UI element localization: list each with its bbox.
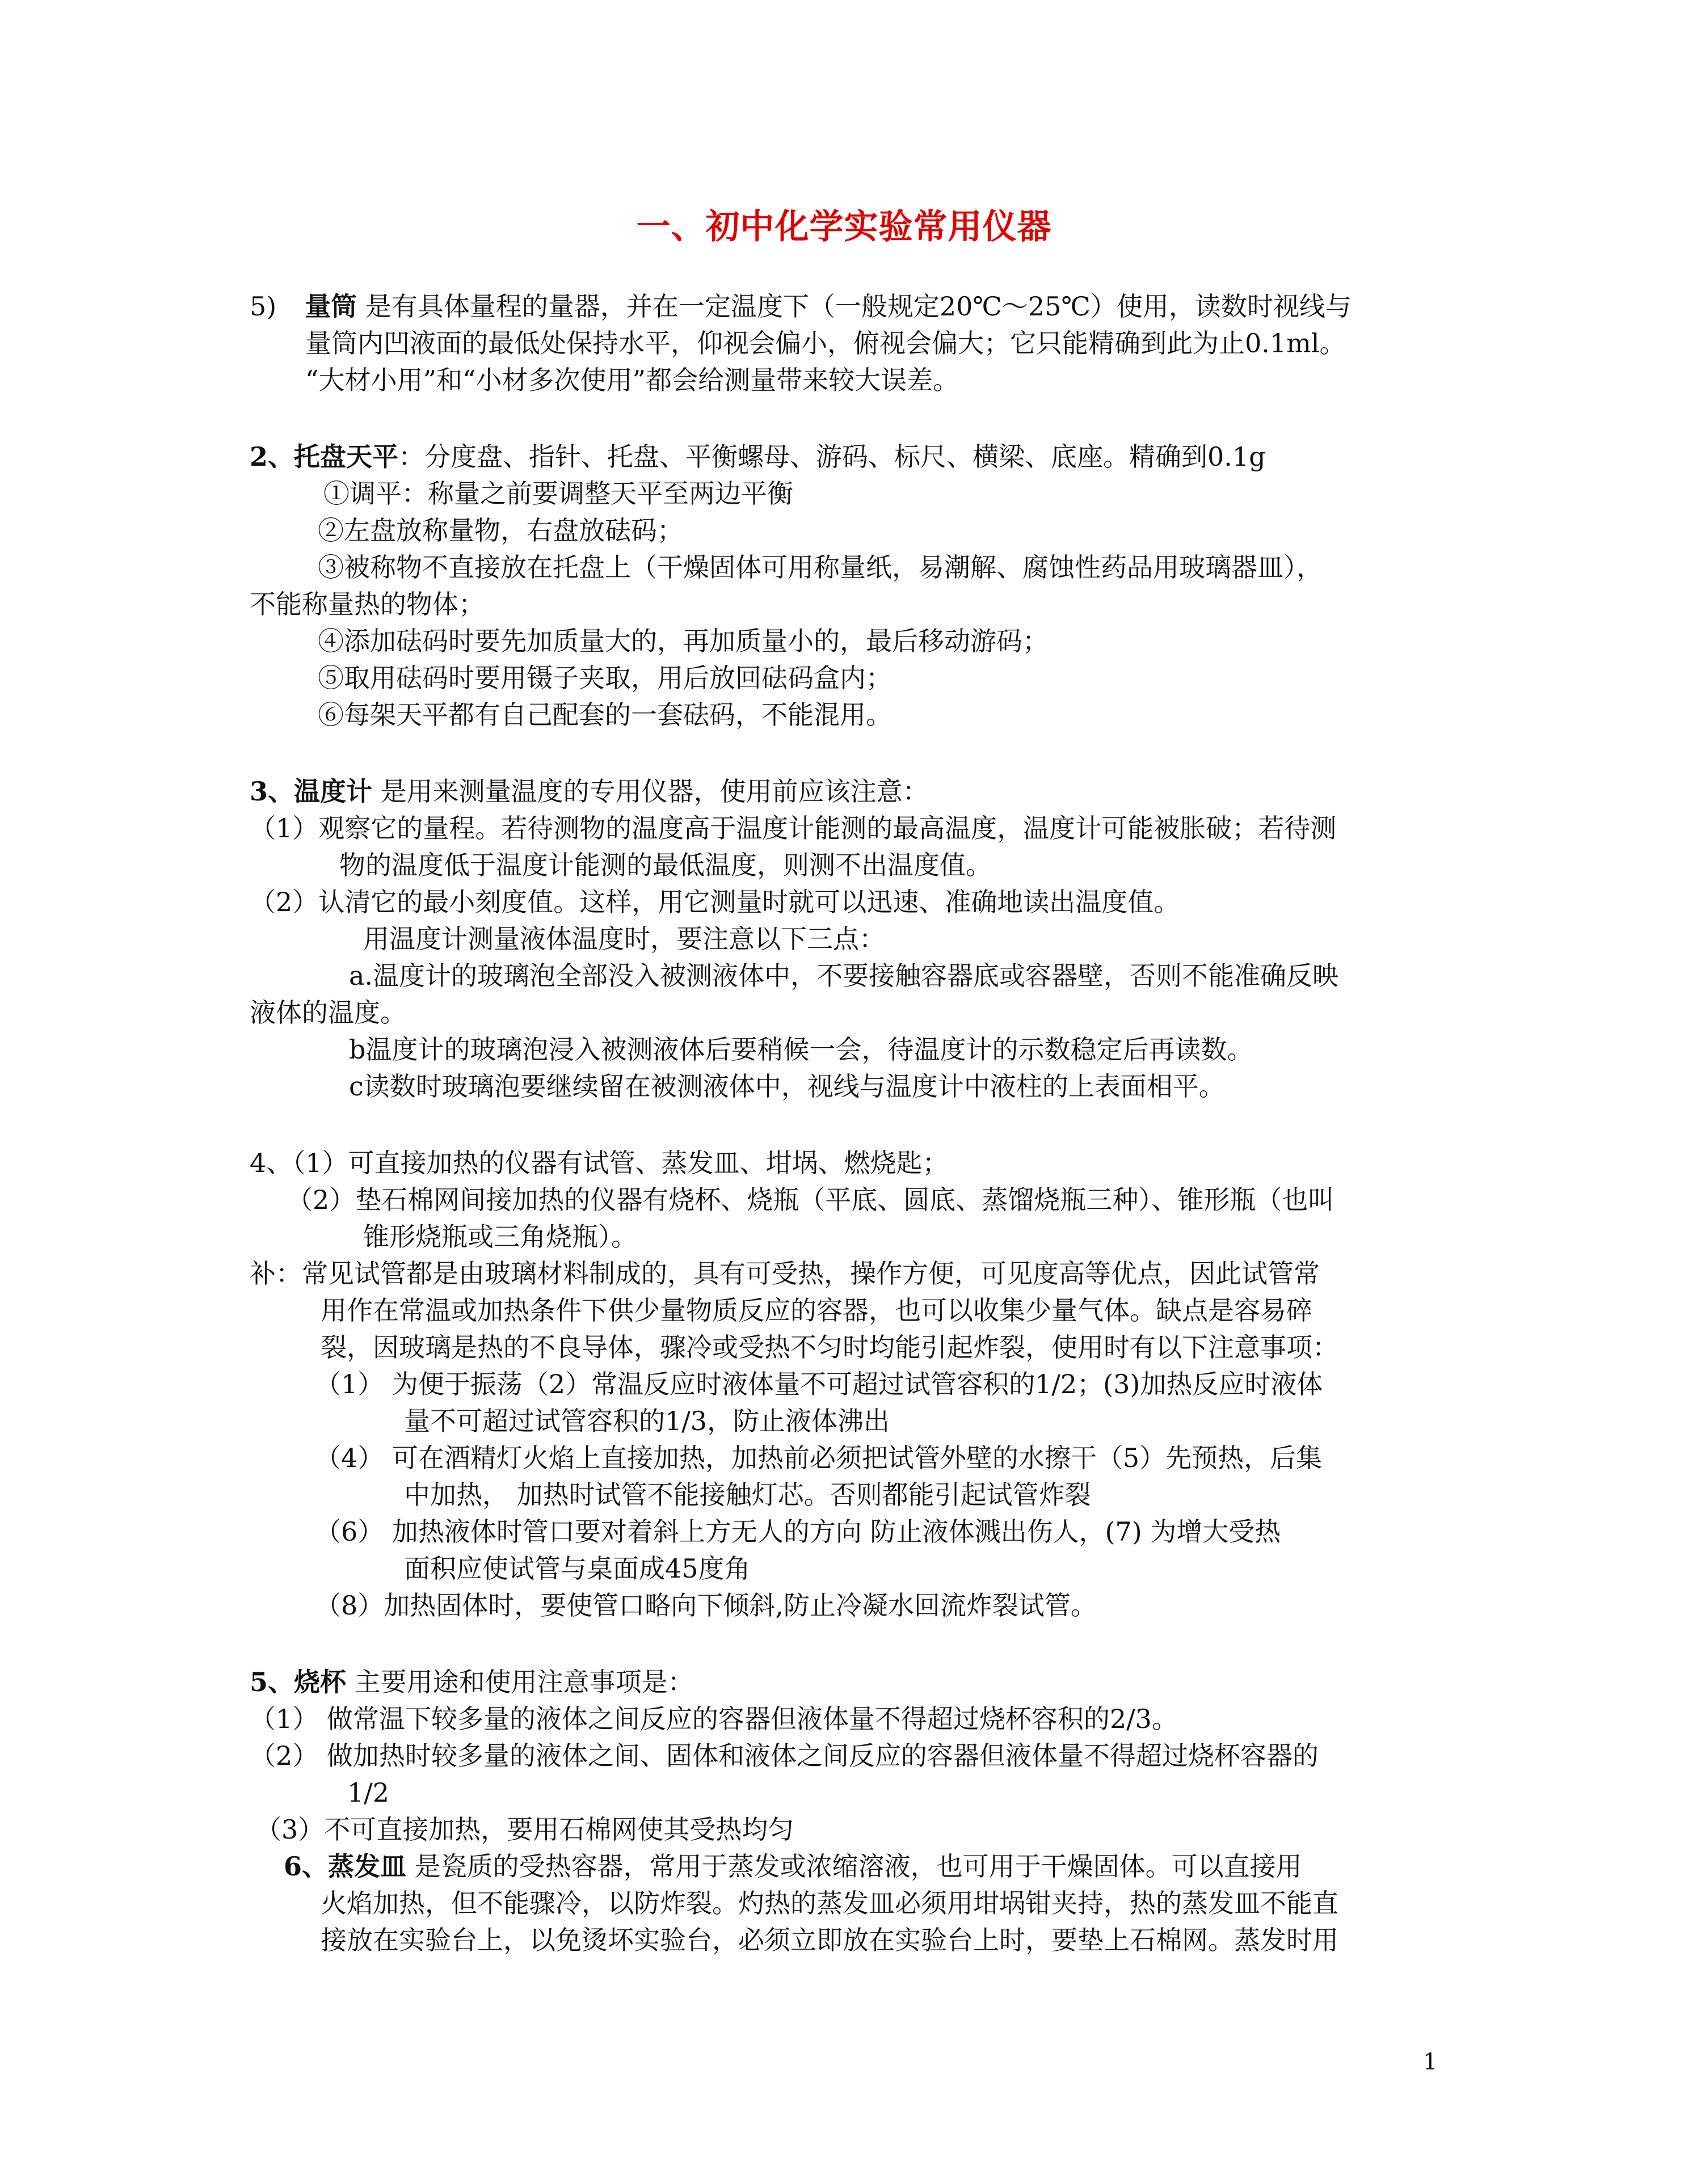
cylinder-text-1: 是有具体量程的量器，并在一定温度下（一般规定20℃～25℃）使用，读数时视线与: [357, 291, 1352, 322]
cylinder-line-1: [250, 289, 1352, 323]
balance-item-6: ⑥每架天平都有自己配套的一套砝码，不能混用。: [318, 699, 892, 730]
test-tube-rule-1-cont: 量不可超过试管容积的1/3，防止液体沸出: [404, 1406, 890, 1436]
evaporating-dish-heading: [284, 1849, 1302, 1883]
evaporating-dish-text-3: 接放在实验台上，以免烫坏实验台，必须立即放在实验台上时，要垫上石棉网。蒸发时用: [321, 1925, 1338, 1955]
test-tube-note-2: 用作在常温或加热条件下供少量物质反应的容器，也可以收集少量气体。缺点是容易碎: [321, 1295, 1312, 1326]
beaker-point-2: （2） 做加热时较多量的液体之间、固体和液体之间反应的容器但液体量不得超过烧杯容器的: [250, 1740, 1319, 1771]
thermometer-intro: 用温度计测量液体温度时，要注意以下三点：: [363, 924, 885, 954]
cylinder-line-2: 量筒内凹液面的最低处保持水平，仰视会偏小，俯视会偏大；它只能精确到此为止0.1ml。: [305, 328, 1346, 359]
balance-item-3-cont: 不能称量热的物体；: [250, 589, 485, 619]
beaker-point-1: （1） 做常温下较多量的液体之间反应的容器但液体量不得超过烧杯容积的2/3。: [250, 1704, 1178, 1734]
test-tube-note-1: 补：常见试管都是由玻璃材料制成的，具有可受热，操作方便，可见度高等优点，因此试管常: [250, 1258, 1320, 1289]
thermometer-rule-a: a.温度计的玻璃泡全部没入被测液体中，不要接触容器底或容器壁，否则不能准确反映: [349, 960, 1339, 991]
heating-line-2: （2）垫石棉网间接加热的仪器有烧杯、烧瓶（平底、圆底、蒸馏烧瓶三种）、锥形瓶（也叫: [287, 1184, 1335, 1215]
beaker-heading: [250, 1665, 694, 1699]
balance-item-1: ①调平：称量之前要调整天平至两边平衡: [323, 478, 793, 509]
thermometer-rule-c: c读数时玻璃泡要继续留在被测液体中，视线与温度计中液柱的上表面相平。: [349, 1071, 1225, 1102]
thermometer-rule-b: b温度计的玻璃泡浸入被测液体后要稍候一会，待温度计的示数稳定后再读数。: [349, 1034, 1253, 1065]
balance-item-5: ⑤取用砝码时要用镊子夹取，用后放回砝码盒内；: [318, 663, 892, 693]
thermometer-point-1-cont: 物的温度低于温度计能测的最低温度，则测不出温度值。: [339, 850, 992, 880]
thermometer-rule-a-cont: 液体的温度。: [250, 997, 406, 1028]
balance-heading: [250, 440, 1266, 474]
test-tube-rule-4-cont: 中加热， 加热时试管不能接触灯芯。否则都能引起试管炸裂: [404, 1479, 1091, 1510]
beaker-number: 5、: [250, 1667, 294, 1697]
thermometer-heading: [250, 774, 929, 808]
page-title: 一、初中化学实验常用仪器: [636, 207, 1052, 247]
test-tube-rule-8: （8）加热固体时，要使管口略向下倾斜,防止冷凝水回流炸裂试管。: [315, 1590, 1097, 1621]
beaker-point-2-cont: 1/2: [347, 1777, 390, 1808]
test-tube-rule-4: （4） 可在酒精灯火焰上直接加热，加热前必须把试管外壁的水擦干（5）先预热，后集: [315, 1443, 1323, 1473]
term-evaporating-dish: 蒸发皿: [328, 1851, 407, 1882]
item-number: 5): [250, 291, 277, 322]
balance-item-4: ④添加砝码时要先加质量大的，再加质量小的，最后移动游码；: [318, 626, 1049, 656]
balance-number: 2、: [250, 441, 294, 472]
thermometer-number: 3、: [250, 776, 294, 807]
evaporating-dish-text-1: 是瓷质的受热容器，常用于蒸发或浓缩溶液，也可用于干燥固体。可以直接用: [406, 1851, 1302, 1882]
balance-item-2: ②左盘放称量物，右盘放砝码；: [318, 515, 683, 546]
thermometer-text: 是用来测量温度的专用仪器，使用前应该注意：: [372, 776, 929, 807]
term-thermometer: 温度计: [294, 776, 373, 807]
test-tube-rule-1: （1） 为便于振荡（2）常温反应时液体量不可超过试管容积的1/2；(3)加热反应时液体: [315, 1369, 1323, 1399]
test-tube-note-3: 裂，因玻璃是热的不良导体，骤冷或受热不匀时均能引起炸裂，使用时有以下注意事项：: [321, 1332, 1338, 1363]
balance-text: ：分度盘、指针、托盘、平衡螺母、游码、标尺、横梁、底座。精确到0.1g: [398, 441, 1266, 472]
cylinder-line-3: “大材小用”和“小材多次使用”都会给测量带来较大误差。: [305, 365, 959, 395]
term-tray-balance: 托盘天平: [294, 441, 399, 472]
beaker-point-3: （3）不可直接加热，要用石棉网使其受热均匀: [255, 1814, 794, 1845]
evaporating-dish-text-2: 火焰加热，但不能骤冷，以防炸裂。灼热的蒸发皿必须用坩埚钳夹持，热的蒸发皿不能直: [321, 1888, 1338, 1919]
thermometer-point-1: （1）观察它的量程。若待测物的温度高于温度计能测的最高温度，温度计可能被胀破；若待测: [250, 813, 1337, 844]
beaker-text: 主要用途和使用注意事项是：: [346, 1667, 694, 1697]
test-tube-rule-6-cont: 面积应使试管与桌面成45度角: [404, 1553, 751, 1584]
term-beaker: 烧杯: [294, 1667, 347, 1697]
heating-line-1: 4、（1）可直接加热的仪器有试管、蒸发皿、坩埚、燃烧匙；: [250, 1148, 949, 1178]
heating-line-3: 锥形烧瓶或三角烧瓶）。: [363, 1221, 637, 1252]
page-number: 1: [1423, 2049, 1438, 2075]
term-measuring-cylinder: 量筒: [305, 291, 357, 322]
thermometer-point-2: （2）认清它的最小刻度值。这样，用它测量时就可以迅速、准确地读出温度值。: [250, 887, 1180, 917]
test-tube-rule-6: （6） 加热液体时管口要对着斜上方无人的方向 防止液体溅出伤人，(7) 为增大受热: [315, 1516, 1281, 1547]
balance-item-3: ③被称物不直接放在托盘上（干燥固体可用称量纸，易潮解、腐蚀性药品用玻璃器皿），: [318, 552, 1323, 583]
evaporating-dish-number: 6、: [284, 1851, 329, 1882]
